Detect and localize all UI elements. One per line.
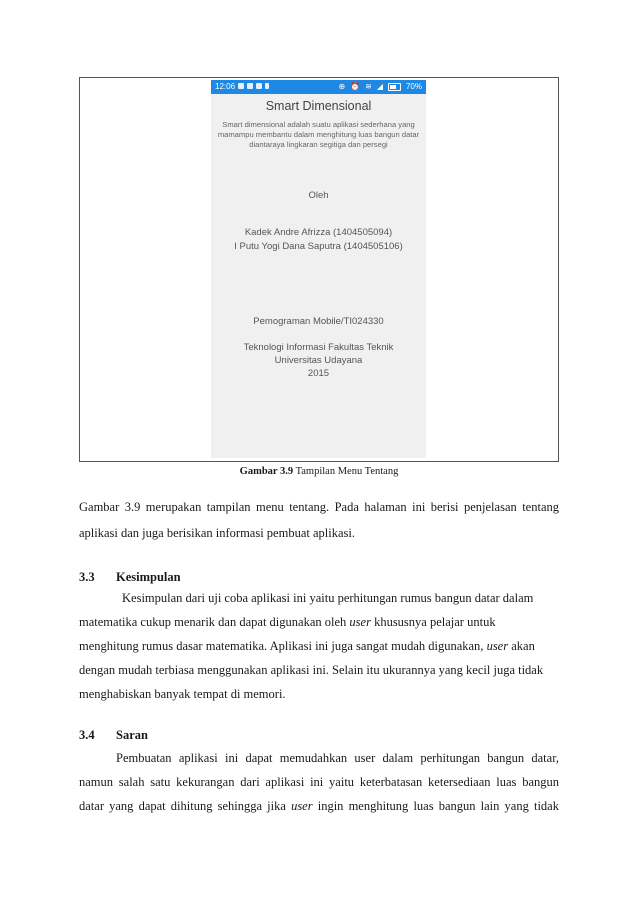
year-label: 2015 xyxy=(307,368,330,379)
kesimpulan-line-2: matematika cukup menarik dan dapat digunakan oleh user khususnya pelajar untuk xyxy=(79,615,496,629)
wifi-icon: ≋ xyxy=(365,82,372,91)
caption-text: Tampilan Menu Tentang xyxy=(293,466,399,477)
author-2: I Putu Yogi Dana Saputra (1404505106) xyxy=(234,241,403,252)
saran-line-1: Pembuatan aplikasi ini dapat memudahkan user dalam perhitungan bangun datar, xyxy=(116,751,559,765)
figure-frame xyxy=(79,77,559,462)
course-label: Pemograman Mobile/TI024330 xyxy=(253,316,384,327)
status-notification-icons xyxy=(238,83,269,89)
alarm-icon: ⏰ xyxy=(350,82,361,91)
figure-caption xyxy=(79,466,559,477)
section-number: 3.3 xyxy=(79,570,95,584)
section-heading-3-3 xyxy=(79,570,181,585)
section-heading-3-4 xyxy=(79,728,148,743)
kesimpulan-line-4: dengan mudah terbiasa menggunakan aplikasi ini. Selain itu ukurannya yang kecil juga tidak xyxy=(79,663,544,677)
author-1: Kadek Andre Afrizza (1404505094) xyxy=(244,227,393,238)
kesimpulan-line-5: menghabiskan banyak tempat di memori. xyxy=(79,687,286,701)
section-title: Saran xyxy=(116,728,148,742)
app-screenshot xyxy=(211,80,426,458)
by-label: Oleh xyxy=(308,190,329,201)
section-title: Kesimpulan xyxy=(116,570,181,584)
status-time: 12:06 xyxy=(215,82,236,91)
saran-line-3: datar yang dapat dihitung sehingga jika user ingin menghitung luas bangun lain yang tidak xyxy=(79,799,559,813)
battery-level: 70% xyxy=(405,82,422,91)
institution-line-2: Universitas Udayana xyxy=(274,355,363,366)
image-icon xyxy=(256,83,262,89)
status-system-icons xyxy=(338,82,422,91)
caption-label: Gambar 3.9 xyxy=(239,466,294,477)
data-saver-icon: ⊕ xyxy=(338,82,346,91)
intro-line-2: aplikasi dan juga berisikan informasi pembuat aplikasi. xyxy=(79,526,355,540)
status-bar xyxy=(211,80,426,94)
saran-line-2: namun salah satu kekurangan dari aplikasi ini yaitu keterbatasan ketersediaan luas bangun xyxy=(79,775,559,789)
kesimpulan-line-3: menghitung rumus dasar matematika. Aplikasi ini juga sangat mudah digunakan, user akan xyxy=(79,639,535,653)
mail-icon xyxy=(247,83,253,89)
more-icon xyxy=(265,83,269,89)
app-title: Smart Dimensional xyxy=(265,99,372,113)
app-description: Smart dimensional adalah suatu aplikasi sederhana yang mamampu membantu dalam menghitung luas bangun datar diantaraya lingkaran segitiga dan persegi xyxy=(217,120,420,149)
section-number: 3.4 xyxy=(79,728,95,742)
intro-line-1: Gambar 3.9 merupakan tampilan menu tentang. Pada halaman ini berisi penjelasan tentang xyxy=(79,500,559,514)
institution-line-1: Teknologi Informasi Fakultas Teknik xyxy=(243,342,394,353)
notification-icon xyxy=(238,83,244,89)
battery-icon xyxy=(388,83,401,91)
signal-icon: ◢ xyxy=(376,82,383,91)
kesimpulan-line-1: Kesimpulan dari uji coba aplikasi ini yaitu perhitungan rumus bangun datar dalam xyxy=(122,591,534,605)
